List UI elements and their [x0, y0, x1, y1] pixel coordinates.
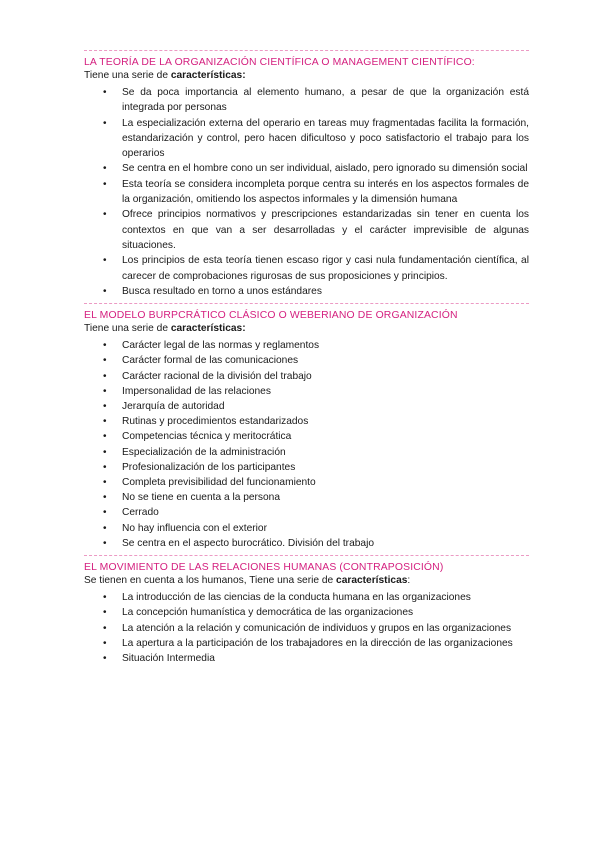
bullet-icon: • [103, 416, 107, 428]
bullet-icon: • [103, 400, 107, 412]
section-heading: EL MOVIMIENTO DE LAS RELACIONES HUMANAS (CONTRAPOSICIÓN) [84, 562, 444, 573]
bullet-icon: • [103, 431, 107, 443]
list-item [84, 590, 529, 605]
bullet-icon: • [103, 653, 107, 665]
list-item-text: Completa previsibilidad del funcionamiento [122, 476, 316, 488]
bullet-icon: • [103, 163, 107, 175]
bullet-icon: • [103, 507, 107, 519]
list-item [84, 369, 529, 384]
list-item-text: Situación Intermedia [122, 653, 215, 665]
section-3 [84, 555, 529, 666]
bullet-icon: • [103, 522, 107, 534]
bullet-icon: • [103, 637, 107, 649]
list-item [84, 460, 529, 475]
list-item-text: Se da poca importancia al elemento humano, a pesar de que la organización está integrada por personas [122, 87, 529, 114]
section-divider [84, 303, 529, 304]
bullet-icon: • [103, 446, 107, 458]
bullet-icon: • [103, 340, 107, 352]
list-item [84, 651, 529, 666]
bullet-icon: • [103, 492, 107, 504]
list-item-text: Rutinas y procedimientos estandarizados [122, 416, 309, 428]
list-item-text: Competencias técnica y meritocrática [122, 431, 292, 443]
list-item [84, 284, 529, 299]
section-intro [84, 322, 529, 335]
bullet-icon: • [103, 537, 107, 549]
list-item [84, 490, 529, 505]
bullet-icon: • [103, 117, 107, 129]
list-item-text: Jerarquía de autoridad [122, 400, 225, 412]
list-item [84, 621, 529, 636]
list-item-text: Carácter racional de la división del trabajo [122, 370, 312, 382]
intro-bold-text: características: [170, 323, 246, 335]
sections-container [84, 50, 529, 666]
list-item [84, 521, 529, 536]
list-item [84, 384, 529, 399]
bullet-icon: • [103, 87, 107, 98]
list-item [84, 161, 529, 176]
list-item-text: No hay influencia con el exterior [122, 522, 267, 534]
bullet-icon: • [103, 178, 107, 190]
intro-bold-text: características: [170, 70, 246, 81]
bullet-icon: • [103, 285, 107, 297]
list-item [84, 85, 529, 116]
section-intro [84, 574, 529, 587]
list-item-text: Cerrado [122, 507, 159, 519]
list-item [84, 475, 529, 490]
bullet-icon: • [103, 592, 107, 603]
list-item-text: Los principios de esta teoría tienen escaso rigor y casi nula fundamentación científica, al carecer de comprobaciones rigurosas de sus proposiciones y principios. [122, 255, 529, 282]
section-heading: EL MODELO BURPCRÁTICO CLÁSICO O WEBERIANO DE ORGANIZACIÓN [84, 310, 458, 322]
bullet-list [84, 85, 529, 299]
document-page [84, 50, 529, 670]
bullet-list [84, 338, 529, 551]
list-item [84, 536, 529, 551]
section-1 [84, 50, 529, 299]
list-item [84, 253, 529, 284]
list-item [84, 177, 529, 208]
list-item [84, 116, 529, 162]
list-item-text: Esta teoría se considera incompleta porque centra su interés en los aspectos formales de la organización, omitiendo los aspectos informales y la dimensión humana [122, 178, 529, 206]
list-item [84, 429, 529, 444]
section-divider [84, 50, 529, 51]
list-item-text: La especialización externa del operario en tareas muy fragmentadas facilita la formación, estandarización y control, pero hacen dificultoso y poco satisfactorio el trabajo para los operarios [122, 117, 529, 160]
bullet-icon: • [103, 476, 107, 488]
list-item [84, 207, 529, 253]
list-item-text: La concepción humanística y democrática de las organizaciones [122, 607, 414, 619]
section-divider [84, 555, 529, 556]
list-item-text: Ofrece principios normativos y prescripciones estandarizadas sin tener en cuenta los contextos en que van a ser desarrolladas y el carácter imprevisible de algunas situaciones. [122, 209, 529, 251]
list-item-text: No se tiene en cuenta a la persona [122, 492, 281, 504]
list-item [84, 414, 529, 429]
list-item-text: Se centra en el aspecto burocrático. División del trabajo [122, 537, 374, 549]
list-item-text: La atención a la relación y comunicación de individuos y grupos en las organizaciones [122, 622, 512, 634]
list-item [84, 445, 529, 460]
intro-suffix: : [407, 575, 411, 586]
list-item [84, 399, 529, 414]
list-item [84, 636, 529, 651]
bullet-icon: • [103, 370, 107, 382]
bullet-icon: • [103, 461, 107, 473]
list-item-text: Carácter formal de las comunicaciones [122, 355, 299, 367]
bullet-icon: • [103, 385, 107, 397]
bullet-list [84, 590, 529, 666]
intro-text: Se tienen en cuenta a los humanos, Tiene una serie de [84, 575, 337, 586]
intro-text: Tiene una serie de [84, 70, 171, 81]
list-item-text: La apertura a la participación de los trabajadores en la dirección de las organizaciones [122, 637, 513, 649]
list-item [84, 505, 529, 520]
bullet-icon: • [103, 209, 107, 221]
section-heading: LA TEORÍA DE LA ORGANIZACIÓN CIENTÍFICA O MANAGEMENT CIENTÍFICO: [84, 57, 475, 68]
section-2 [84, 303, 529, 551]
list-item-text: Especialización de la administración [122, 446, 286, 458]
intro-text: Tiene una serie de [84, 323, 171, 335]
bullet-icon: • [103, 255, 107, 267]
list-item-text: Busca resultado en torno a unos estándares [122, 285, 322, 297]
list-item [84, 353, 529, 368]
list-item-text: Impersonalidad de las relaciones [122, 385, 271, 397]
list-item-text: Se centra en el hombre cono un ser individual, aislado, pero ignorado su dimensión social [122, 163, 528, 175]
section-intro [84, 69, 529, 82]
list-item-text: Carácter legal de las normas y reglamentos [122, 340, 320, 352]
bullet-icon: • [103, 607, 107, 619]
bullet-icon: • [103, 355, 107, 367]
bullet-icon: • [103, 622, 107, 634]
list-item-text: Profesionalización de los participantes [122, 461, 296, 473]
list-item [84, 338, 529, 353]
list-item-text: La introducción de las ciencias de la conducta humana en las organizaciones [122, 592, 471, 603]
list-item [84, 605, 529, 620]
intro-bold-text: características [336, 575, 408, 586]
